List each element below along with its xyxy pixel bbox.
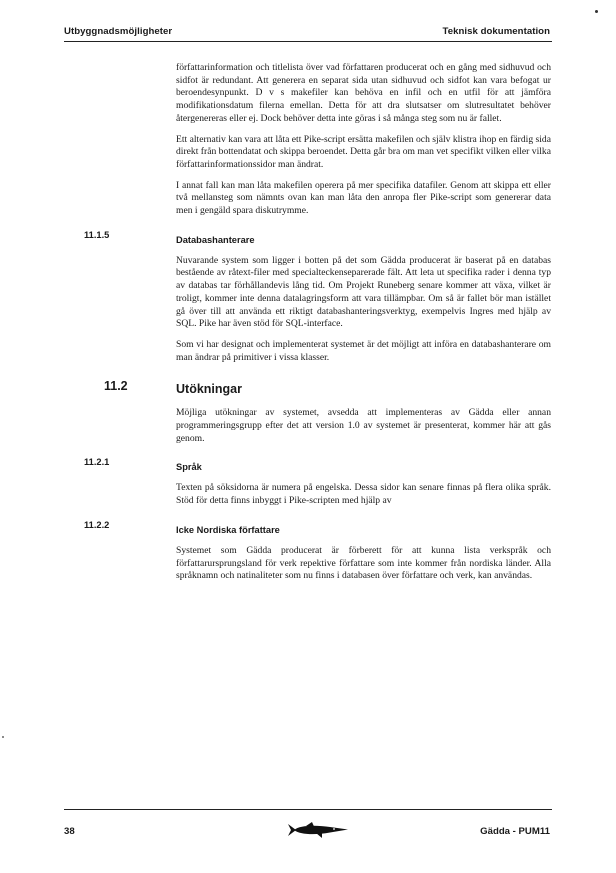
paragraph: Som vi har designat och implementerat systemet är det möjligt att införa en databashanterare om man ändrar på primitiver i vissa klasser. xyxy=(176,338,551,363)
section-title: Databashanterare xyxy=(176,234,255,245)
page-number: 38 xyxy=(64,826,75,837)
section-heading-utokningar xyxy=(104,379,551,398)
paragraph: Ett alternativ kan vara att låta ett Pike-script ersätta makefilen och själv klistra ihop en färdig sida direkt från bottendatat och skippa beroendet. Detta går bra om man vet specifikt vilken eller vilka författarinformationssidor man ändrat. xyxy=(176,133,551,170)
paragraph: författarinformation och titlelista över vad författaren producerat och en gång med sidhuvud och sidfot är redundant. Att generera en separat sida utan sidhuvud och sidfot kan vara befogat ur beroendesynpunkt. D v s makefiler kan behöva en infil och en utfil för att jämföra modifikationsdatum filerna emellan. Detta för att dra slutsatser om slutresultatet behöver återgenereras eller ej. Dock behöver detta inte göras i så många steg som nu är fallet. xyxy=(176,62,551,124)
page-body xyxy=(84,62,551,591)
section-heading-sprak xyxy=(84,457,551,475)
running-header xyxy=(64,26,550,40)
section-number: 11.2.2 xyxy=(84,519,110,530)
paragraph: I annat fall kan man låta makefilen operera på mer specifika datafiler. Genom att skippa ett eller två mellansteg som nämnts ovan kan man låta den anropa fler Pike-script som genererar data men i gengäld spara diskutrymme. xyxy=(176,179,551,217)
header-document-title: Teknisk dokumentation xyxy=(442,26,550,37)
section-number: 11.2.1 xyxy=(84,457,110,468)
section-title: Utökningar xyxy=(176,382,242,397)
paragraph: Texten på söksidorna är numera på engelska. Dessa sidor kan senare finnas på flera olika språk. Stöd för detta finns inbyggt i Pike-scripten med hjälp av xyxy=(176,482,551,507)
section-number: 11.2 xyxy=(104,379,128,394)
paragraph: Systemet som Gädda producerat är förberett för att kunna lista verkspråk och författarursprungsland för verk repektive författare som inte kommer från nordiska länder. Alla språknamn och natinaliteter som nu finns i databasen över författare och verk, kan användas. xyxy=(176,544,551,582)
section-number: 11.1.5 xyxy=(84,229,110,240)
section-title: Icke Nordiska författare xyxy=(176,524,280,535)
paragraph: Nuvarande system som ligger i botten på det som Gädda producerat är baserat på en databas bestående av råtext-filer med specialteckenseparerade fält. Att leta ut specifika rader i denna typ av databas tar förhållandevis lång tid. Om Projekt Runeberg senare kommer att växa, vilket är troligt, kommer inte denna datalagringsform att vara tillämpbar. Om så är fallet bör man istället gå över till att använda ett riktigt databashanteringsverktyg, exempelvis Ingres med hjälp av SQL. Pike har även stöd för SQL-interface. xyxy=(176,254,551,330)
section-heading-databashanterare xyxy=(84,229,551,248)
footer-document-id: Gädda - PUM11 xyxy=(480,826,550,837)
paragraph: Möjliga utökningar av systemet, avsedda att implementeras av Gädda eller annan programmeringsgrupp efter det att version 1.0 av systemet är presenterat, kommer här att gås genom. xyxy=(176,407,551,444)
header-rule xyxy=(64,41,552,42)
margin-mark xyxy=(2,736,4,738)
section-heading-icke-nordiska xyxy=(84,519,551,538)
section-title: Språk xyxy=(176,462,202,473)
pike-fish-icon xyxy=(286,821,350,839)
header-chapter-title: Utbyggnadsmöjligheter xyxy=(64,26,173,37)
corner-mark xyxy=(595,10,598,13)
footer-rule xyxy=(64,809,552,810)
